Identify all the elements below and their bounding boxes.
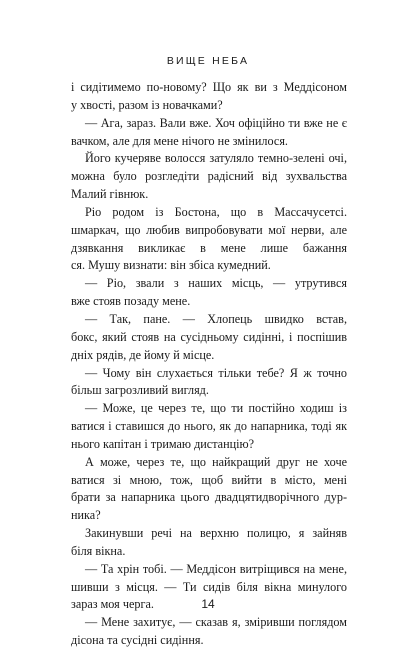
text-line: Закинувши речі на верхню полицю, я зайняв [85, 526, 347, 541]
text-line: шмаркач, що любив випробовувати мої нерви, але [71, 222, 347, 237]
text-line: у хвості, разом із новачками? [71, 97, 223, 112]
text-line: — Та хрін тобі. — Меддісон витріщився на мене, [85, 561, 347, 576]
text-line: і сидітимемо по-новому? Що як ви з Меддісоном [71, 80, 347, 94]
text-line: зараз моя черга. [71, 597, 154, 612]
text-line: дзявкання викликає в мене лише бажання [71, 240, 347, 255]
text-line: — Чому він слухається тільки тебе? Я ж точно [85, 365, 347, 380]
text-line: — Так, пане. — Хлопець швидко встав, [85, 311, 347, 326]
text-line: можна було розгледіти радісний від зухвальства [71, 169, 347, 184]
text-line: нього капітан і тримаю дистанцію? [71, 436, 255, 451]
text-line: — Може, це через те, що ти постійно ходиш із [85, 401, 347, 416]
text-line: Його кучеряве волосся затуляло темно-зелені очі, [85, 151, 347, 166]
text-line: Малий гівнюк. [71, 187, 149, 202]
text-line: ника? [71, 508, 101, 523]
text-line: біля вікна. [71, 543, 126, 558]
page-number: 14 [201, 597, 215, 611]
body-text [71, 79, 347, 650]
text-line: брати за напарника цього двадцятидворічного дур- [71, 490, 347, 505]
text-line: вачком, але для мене нічого не змінилося. [71, 133, 288, 148]
text-line: Ріо родом із Бостона, що в Массачусетсі. [85, 204, 347, 219]
text-line: ся. Мушу визнати: він збіса кумедний. [71, 258, 271, 273]
text-line: бокс, який стояв на сусідньому сидінні, і поспішив [71, 329, 347, 344]
text-line: А може, через те, що найкращий друг не хоче [85, 454, 347, 469]
text-line: дісона та сусідні сидіння. [71, 633, 204, 648]
text-line: — Мене захитує, — сказав я, зміривши поглядом [85, 615, 347, 630]
text-line: дніх рядів, де йому й місце. [71, 347, 215, 362]
text-line: — Ага, зараз. Вали вже. Хоч офіційно ти вже не є [85, 115, 347, 130]
text-line: більш загрозливий вигляд. [71, 383, 209, 398]
text-line: вже стояв позаду мене. [71, 294, 191, 309]
text-line: — Ріо, звали з наших місць, — утрутився [85, 276, 347, 291]
running-header: ВИЩЕ НЕБА [166, 55, 250, 67]
text-line: ватися і ставишся до нього, як до напарника, тоді як [71, 419, 347, 434]
text-line: шивши з місця. — Ти сидів біля вікна минулого [71, 579, 347, 594]
text-line: ватися зі мною, тож, щоб вийти в місто, мені [71, 472, 347, 487]
